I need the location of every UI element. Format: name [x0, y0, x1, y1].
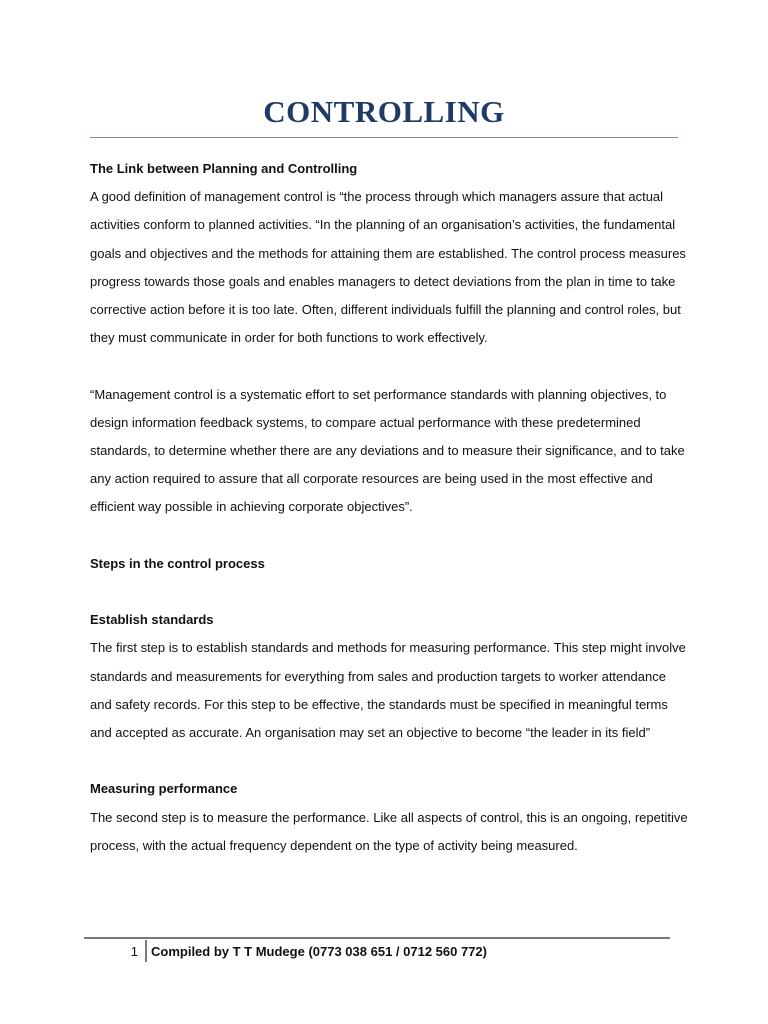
paragraph-establish-standards: The first step is to establish standards and methods for measuring performance. This step might involve standards and measurements for everything from sales and production targets to worker attendance and safety records. For this step to be effective, the standards must be specified in meaningful terms and accepted as accurate. An organisation may set an objective to become “the leader in its field”	[90, 640, 686, 741]
paragraph-definition: A good definition of management control is “the process through which managers assure that actual activities conform to planned activities. “In the planning of an organisation’s activities, the fundamental goals and objectives and the methods for attaining them are established. The control process measures progress towards those goals and enables managers to detect deviations from the plan in time to take corrective action before it is too late. Often, different individuals fulfill the planning and control roles, but they must communicate in order for both functions to work effectively.	[90, 189, 686, 346]
title-underline	[90, 137, 678, 138]
footer-credit: Compiled by T T Mudege (0773 038 651 / 0712 560 772)	[151, 944, 487, 959]
document-body	[90, 155, 690, 860]
section-heading-control-steps: Steps in the control process	[90, 555, 265, 571]
paragraph-spacer	[90, 522, 690, 550]
section-heading-planning-controlling: The Link between Planning and Controlling	[90, 161, 358, 176]
paragraph-management-control-quote: “Management control is a systematic effort to set performance standards with planning objectives, to design information feedback systems, to compare actual performance with these predetermined standards, to determine whether there are any deviations and to measure their significance, and to take any action required to assure that all corporate resources are being used in the most effective and efficient way possible in achieving corporate objectives”.	[90, 386, 685, 515]
paragraph-spacer	[90, 578, 690, 606]
footer-rule	[84, 937, 670, 939]
paragraph-measuring-performance: The second step is to measure the performance. Like all aspects of control, this is an ongoing, repetitive process, with the actual frequency dependent on the type of activity being measured.	[90, 809, 688, 853]
page-number: 1	[130, 944, 138, 959]
section-heading-measuring-performance: Measuring performance	[90, 781, 238, 797]
page-title: CONTROLLING	[263, 94, 505, 129]
page-footer	[84, 940, 670, 962]
footer-separator	[145, 940, 147, 962]
section-heading-establish-standards: Establish standards	[90, 612, 214, 628]
paragraph-spacer	[90, 747, 690, 775]
paragraph-spacer	[90, 352, 690, 380]
